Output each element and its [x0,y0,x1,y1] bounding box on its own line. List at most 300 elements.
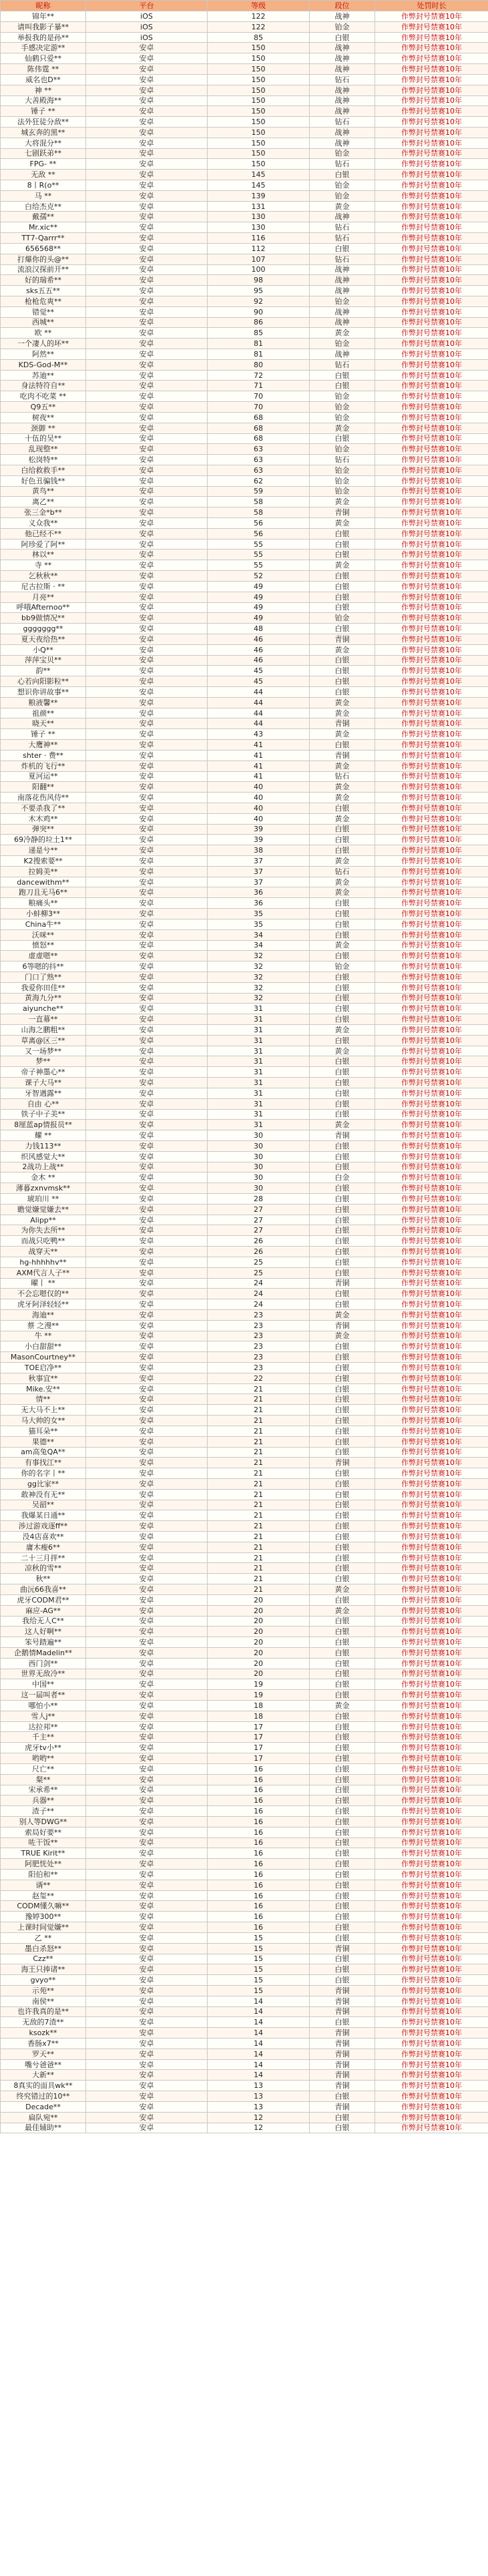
nickname-cell: 寺 ** [1,560,86,571]
penalty-cell: 作弊封号禁赛10年 [375,1627,488,1637]
platform-cell: 安卓 [86,2070,208,2081]
nickname-cell: 萍萍宝贝** [1,655,86,666]
penalty-cell: 作弊封号禁赛10年 [375,951,488,961]
table-row [1,1405,488,1416]
platform-cell: 安卓 [86,1478,208,1489]
level-cell: 14 [208,2049,310,2059]
nickname-cell: 雪人j** [1,1711,86,1721]
table-row [1,1690,488,1701]
penalty-cell: 作弊封号禁赛10年 [375,402,488,413]
nickname-cell: 韵** [1,666,86,676]
platform-cell: 安卓 [86,455,208,465]
table-row [1,1616,488,1627]
table-row [1,929,488,940]
rank-cell: 白银 [310,1289,375,1299]
table-row [1,624,488,634]
platform-cell: 安卓 [86,2028,208,2038]
rank-cell: 白银 [310,845,375,856]
penalty-cell: 作弊封号禁赛10年 [375,1120,488,1130]
level-cell: 44 [208,697,310,708]
penalty-cell: 作弊封号禁赛10年 [375,1658,488,1669]
penalty-cell: 作弊封号禁赛10年 [375,1838,488,1848]
nickname-cell: 赵玺** [1,1890,86,1901]
penalty-cell: 作弊封号禁赛10年 [375,581,488,592]
level-cell: 32 [208,993,310,1004]
rank-cell: 白银 [310,1267,375,1278]
level-cell: 81 [208,349,310,360]
nickname-cell: 69冷静的垃土1** [1,835,86,845]
nickname-cell: 这一届叫者** [1,1690,86,1701]
nickname-cell: 山海之鹏粗** [1,1025,86,1036]
platform-cell: 安卓 [86,64,208,75]
penalty-cell: 作弊封号禁赛10年 [375,782,488,793]
penalty-cell: 作弊封号禁赛10年 [375,982,488,993]
table-row [1,539,488,550]
nickname-cell: gvyo** [1,1975,86,1986]
rank-cell: 黄金 [310,793,375,803]
level-cell: 16 [208,1774,310,1785]
level-cell: 39 [208,824,310,835]
level-cell: 21 [208,1468,310,1479]
platform-cell: 安卓 [86,1954,208,1964]
platform-cell: 安卓 [86,1151,208,1162]
rank-cell: 白银 [310,1964,375,1975]
rank-cell: 铂金 [310,190,375,201]
platform-cell: 安卓 [86,1247,208,1257]
rank-cell: 钻石 [310,254,375,264]
nickname-cell: 琥珀川 ** [1,1194,86,1205]
platform-cell: iOS [86,11,208,22]
penalty-cell: 作弊封号禁赛10年 [375,1247,488,1257]
table-row [1,676,488,687]
penalty-cell: 作弊封号禁赛10年 [375,1996,488,2006]
table-row [1,1140,488,1151]
rank-cell: 白银 [310,1848,375,1859]
penalty-cell: 作弊封号禁赛10年 [375,1859,488,1870]
penalty-cell: 作弊封号禁赛10年 [375,43,488,53]
rank-cell: 白银 [310,1975,375,1986]
table-row [1,740,488,750]
penalty-cell: 作弊封号禁赛10年 [375,1278,488,1289]
penalty-cell: 作弊封号禁赛10年 [375,1468,488,1479]
rank-cell: 铂金 [310,613,375,624]
nickname-cell: 林以** [1,550,86,560]
platform-cell: 安卓 [86,919,208,929]
penalty-cell: 作弊封号禁赛10年 [375,539,488,550]
rank-cell: 铂金 [310,339,375,349]
penalty-cell: 作弊封号禁赛10年 [375,1932,488,1943]
header-row [1,1,488,11]
nickname-cell: 好色丑骗钱** [1,475,86,486]
platform-cell: 安卓 [86,887,208,898]
penalty-cell: 作弊封号禁赛10年 [375,1816,488,1827]
platform-cell: 安卓 [86,201,208,212]
table-row [1,359,488,370]
rank-cell: 青铜 [310,2101,375,2112]
rank-cell: 黄金 [310,1025,375,1036]
platform-cell: 安卓 [86,1426,208,1436]
level-cell: 14 [208,2006,310,2017]
nickname-cell: 牙智遇露** [1,1088,86,1098]
nickname-cell: 夏天夜给热** [1,634,86,644]
rank-cell: 白银 [310,1500,375,1510]
level-cell: 20 [208,1637,310,1648]
table-row [1,919,488,929]
platform-cell: 安卓 [86,2017,208,2028]
rank-cell: 战神 [310,317,375,328]
level-cell: 58 [208,497,310,507]
level-cell: 15 [208,1932,310,1943]
level-cell: 15 [208,1985,310,1996]
penalty-cell: 作弊封号禁赛10年 [375,1194,488,1205]
penalty-cell: 作弊封号禁赛10年 [375,613,488,624]
rank-cell: 白银 [310,1078,375,1088]
rank-cell: 白银 [310,1299,375,1310]
platform-cell: 安卓 [86,370,208,381]
nickname-cell: 乙 ** [1,1932,86,1943]
rank-cell: 白银 [310,2123,375,2133]
rank-cell: 青铜 [310,2028,375,2038]
platform-cell: 安卓 [86,1309,208,1320]
platform-cell: 安卓 [86,1964,208,1975]
penalty-cell: 作弊封号禁赛10年 [375,771,488,782]
rank-cell: 白银 [310,1859,375,1870]
table-row [1,1954,488,1964]
level-cell: 150 [208,148,310,159]
rank-cell: 黄金 [310,518,375,529]
rank-cell: 青铜 [310,750,375,761]
penalty-cell: 作弊封号禁赛10年 [375,1943,488,1954]
platform-cell: 安卓 [86,475,208,486]
level-cell: 56 [208,518,310,529]
nickname-cell: 锦年** [1,11,86,22]
nickname-cell: 夏河运** [1,771,86,782]
level-cell: 32 [208,982,310,993]
platform-cell: 安卓 [86,518,208,529]
platform-cell: 安卓 [86,1236,208,1247]
level-cell: 36 [208,887,310,898]
nickname-cell: 打爆你的头@** [1,254,86,264]
table-row [1,1278,488,1289]
table-row [1,159,488,170]
penalty-cell: 作弊封号禁赛10年 [375,940,488,951]
rank-cell: 白银 [310,740,375,750]
level-cell: 130 [208,212,310,222]
platform-cell: iOS [86,32,208,43]
nickname-cell: Alipp** [1,1215,86,1225]
table-row [1,813,488,824]
rank-cell: 黄金 [310,1584,375,1595]
platform-cell: 安卓 [86,170,208,180]
rank-cell: 白银 [310,1594,375,1605]
penalty-cell: 作弊封号禁赛10年 [375,2091,488,2102]
level-cell: 12 [208,2112,310,2123]
nickname-cell: 锤子 ** [1,106,86,117]
platform-cell: 安卓 [86,254,208,264]
level-cell: 35 [208,919,310,929]
penalty-cell: 作弊封号禁赛10年 [375,455,488,465]
nickname-cell: 他已经不** [1,528,86,539]
level-cell: 21 [208,1447,310,1458]
platform-cell: 安卓 [86,1172,208,1183]
level-cell: 14 [208,2017,310,2028]
nickname-cell: 无大马不上** [1,1405,86,1416]
level-cell: 43 [208,729,310,740]
table-row [1,43,488,53]
platform-cell: 安卓 [86,803,208,813]
level-cell: 21 [208,1426,310,1436]
platform-cell: 安卓 [86,1056,208,1067]
rank-cell: 白银 [310,624,375,634]
penalty-cell: 作弊封号禁赛10年 [375,1331,488,1341]
rank-cell: 白银 [310,824,375,835]
table-row [1,1394,488,1405]
rank-cell: 白银 [310,1901,375,1912]
level-cell: 16 [208,1901,310,1912]
platform-cell: 安卓 [86,507,208,518]
rank-cell: 铂金 [310,180,375,191]
platform-cell: 安卓 [86,328,208,339]
platform-cell: 安卓 [86,697,208,708]
nickname-cell: 马 ** [1,190,86,201]
nickname-cell: 虚虚嗯** [1,951,86,961]
nickname-cell: 猫耳朵** [1,1426,86,1436]
table-row [1,2123,488,2133]
table-row [1,1732,488,1743]
table-row [1,666,488,676]
nickname-cell: 吴韶** [1,1500,86,1510]
nickname-cell: 一个凄人的坏** [1,339,86,349]
table-row [1,2006,488,2017]
level-cell: 15 [208,1943,310,1954]
nickname-cell: ksozk** [1,2028,86,2038]
penalty-cell: 作弊封号禁赛10年 [375,1922,488,1933]
platform-cell: 安卓 [86,929,208,940]
level-cell: 14 [208,2070,310,2081]
rank-cell: 白银 [310,1225,375,1236]
platform-cell: 安卓 [86,1763,208,1774]
level-cell: 41 [208,750,310,761]
rank-cell: 白银 [310,1574,375,1584]
penalty-cell: 作弊封号禁赛10年 [375,190,488,201]
level-cell: 14 [208,1996,310,2006]
rank-cell: 战神 [310,95,375,106]
nickname-cell: 西门剑** [1,1658,86,1669]
platform-cell: 安卓 [86,1521,208,1532]
platform-cell: 安卓 [86,1985,208,1996]
penalty-cell: 作弊封号禁赛10年 [375,729,488,740]
penalty-cell: 作弊封号禁赛10年 [375,1532,488,1542]
platform-cell: iOS [86,21,208,32]
rank-cell: 白银 [310,1932,375,1943]
rank-cell: 钻石 [310,771,375,782]
table-row [1,1584,488,1595]
level-cell: 23 [208,1352,310,1363]
penalty-cell: 作弊封号禁赛10年 [375,1416,488,1426]
platform-cell: 安卓 [86,782,208,793]
table-row [1,1088,488,1098]
table-row [1,1848,488,1859]
level-cell: 17 [208,1721,310,1732]
platform-cell: 安卓 [86,465,208,475]
level-cell: 21 [208,1436,310,1447]
nickname-cell: 十伍的吴** [1,433,86,444]
nickname-cell: sks五五** [1,286,86,296]
rank-cell: 黄金 [310,813,375,824]
rank-cell: 白银 [310,1183,375,1194]
level-cell: 20 [208,1658,310,1669]
nickname-cell: 海王只捧诸** [1,1964,86,1975]
platform-cell: 安卓 [86,1732,208,1743]
table-row [1,1225,488,1236]
table-row [1,1162,488,1172]
penalty-cell: 作弊封号禁赛10年 [375,306,488,317]
rank-cell: 白银 [310,676,375,687]
table-row [1,1352,488,1363]
rank-cell: 青铜 [310,1985,375,1996]
rank-cell: 白银 [310,1383,375,1394]
rank-cell: 白银 [310,381,375,391]
table-row [1,423,488,433]
platform-cell: 安卓 [86,581,208,592]
platform-cell: 安卓 [86,1109,208,1120]
table-row [1,21,488,32]
penalty-cell: 作弊封号禁赛10年 [375,2112,488,2123]
platform-cell: 安卓 [86,1605,208,1616]
rank-cell: 黄金 [310,761,375,771]
rank-cell: 白银 [310,602,375,613]
platform-cell: 安卓 [86,687,208,698]
nickname-cell: 陈伟霆 ** [1,64,86,75]
rank-cell: 白银 [310,32,375,43]
level-cell: 23 [208,1341,310,1352]
platform-cell: 安卓 [86,95,208,106]
level-cell: 86 [208,317,310,328]
table-row [1,1025,488,1036]
platform-cell: 安卓 [86,940,208,951]
rank-cell: 铂金 [310,486,375,497]
table-row [1,1785,488,1795]
table-row [1,1257,488,1267]
header-level: 等级 [208,1,310,11]
platform-cell: 安卓 [86,1711,208,1721]
table-row [1,106,488,117]
nickname-cell: 西城** [1,317,86,328]
platform-cell: 安卓 [86,1785,208,1795]
nickname-cell: Mr.xic** [1,222,86,233]
level-cell: 30 [208,1130,310,1141]
nickname-cell: CODM懂久嘛** [1,1901,86,1912]
table-row [1,835,488,845]
level-cell: 85 [208,32,310,43]
platform-cell: 安卓 [86,74,208,85]
penalty-cell: 作弊封号禁赛10年 [375,1225,488,1236]
rank-cell: 青铜 [310,1278,375,1289]
level-cell: 37 [208,856,310,867]
table-row [1,1901,488,1912]
nickname-cell: 仙鹤只爱** [1,53,86,64]
penalty-cell: 作弊封号禁赛10年 [375,898,488,909]
penalty-cell: 作弊封号禁赛10年 [375,497,488,507]
table-row [1,1078,488,1088]
platform-cell: 安卓 [86,550,208,560]
platform-cell: 安卓 [86,1901,208,1912]
penalty-cell: 作弊封号禁赛10年 [375,909,488,919]
level-cell: 150 [208,43,310,53]
level-cell: 21 [208,1394,310,1405]
nickname-cell: 吃肉不吃菜 ** [1,391,86,402]
penalty-cell: 作弊封号禁赛10年 [375,243,488,254]
platform-cell: 安卓 [86,1458,208,1468]
platform-cell: 安卓 [86,1975,208,1986]
rank-cell: 白银 [310,528,375,539]
level-cell: 41 [208,761,310,771]
level-cell: 30 [208,1151,310,1162]
nickname-cell: 这人好啊** [1,1627,86,1637]
rank-cell: 白银 [310,909,375,919]
nickname-cell: 我给无人C** [1,1616,86,1627]
penalty-cell: 作弊封号禁赛10年 [375,138,488,148]
rank-cell: 黄金 [310,697,375,708]
platform-cell: 安卓 [86,53,208,64]
level-cell: 40 [208,782,310,793]
level-cell: 16 [208,1890,310,1901]
nickname-cell: 最佳辅助** [1,2123,86,2133]
table-row [1,1912,488,1922]
penalty-cell: 作弊封号禁赛10年 [375,317,488,328]
table-row [1,1574,488,1584]
level-cell: 21 [208,1500,310,1510]
table-row [1,1416,488,1426]
nickname-cell: Q9五** [1,402,86,413]
penalty-cell: 作弊封号禁赛10年 [375,1025,488,1036]
nickname-cell: 阳翻** [1,782,86,793]
rank-cell: 青铜 [310,1996,375,2006]
table-row [1,1806,488,1817]
table-row [1,1890,488,1901]
platform-cell: 安卓 [86,1025,208,1036]
level-cell: 12 [208,2123,310,2133]
rank-cell: 青铜 [310,1130,375,1141]
header-platform: 平台 [86,1,208,11]
nickname-cell: 树夜** [1,412,86,423]
platform-cell: 安卓 [86,528,208,539]
table-row [1,634,488,644]
table-row [1,1309,488,1320]
table-row [1,370,488,381]
rank-cell: 黄金 [310,1120,375,1130]
penalty-cell: 作弊封号禁赛10年 [375,887,488,898]
rank-cell: 白银 [310,1162,375,1172]
table-row [1,1943,488,1954]
nickname-cell: 拉姆美** [1,866,86,877]
rank-cell: 黄金 [310,877,375,887]
rank-cell: 战神 [310,286,375,296]
rank-cell: 黄金 [310,782,375,793]
table-row [1,328,488,339]
table-row [1,982,488,993]
rank-cell: 白银 [310,1478,375,1489]
rank-cell: 钻石 [310,455,375,465]
rank-cell: 白银 [310,655,375,666]
rank-cell: 白银 [310,1954,375,1964]
level-cell: 95 [208,286,310,296]
table-row [1,1647,488,1658]
level-cell: 130 [208,222,310,233]
penalty-cell: 作弊封号禁赛10年 [375,697,488,708]
rank-cell: 铂金 [310,402,375,413]
penalty-cell: 作弊封号禁赛10年 [375,602,488,613]
